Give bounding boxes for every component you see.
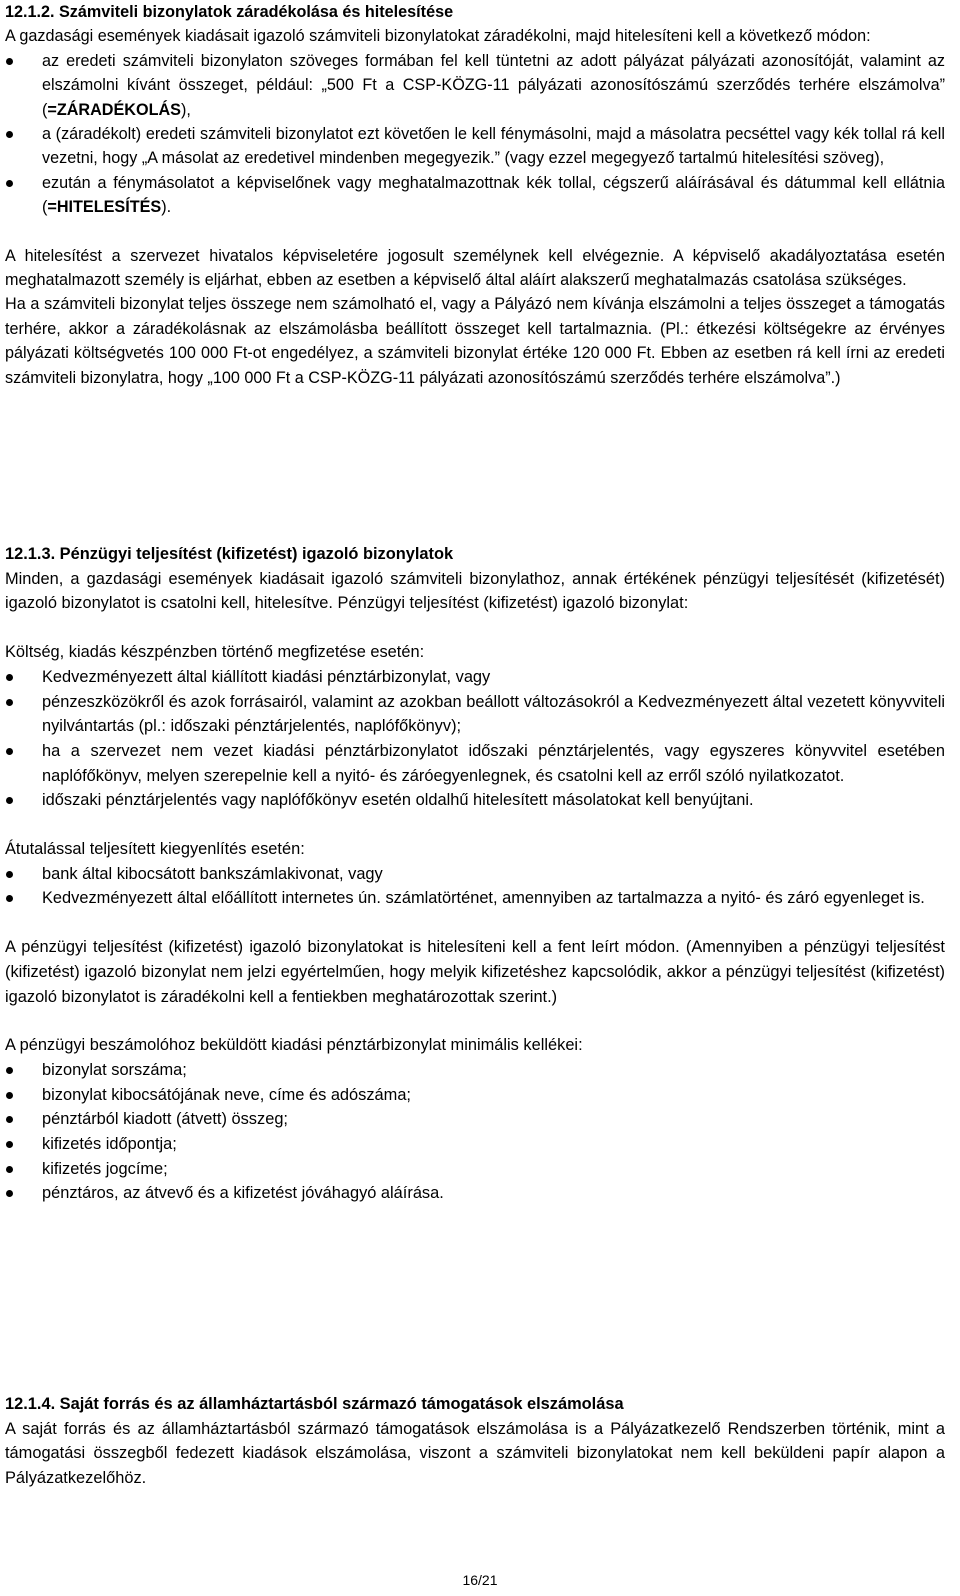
paragraph: A gazdasági események kiadásait igazoló számviteli bizonylatokat záradékolni, majd hitelesíteni kell a következő módon: [5, 27, 871, 46]
bullet-list [5, 665, 945, 813]
bullet-list [5, 49, 945, 220]
list-item: bank által kibocsátott bankszámlakivonat, vagy [5, 862, 945, 887]
bullet-list [5, 1058, 945, 1206]
spacer [5, 813, 945, 837]
subheading: Költség, kiadás készpénzben történő megfizetése esetén: [5, 643, 425, 662]
list-item: bizonylat kibocsátójának neve, címe és adószáma; [5, 1083, 945, 1108]
section-heading: 12.1.4. Saját forrás és az államháztartásból származó támogatások elszámolása [5, 1395, 624, 1413]
list-item: Kedvezményezett által előállított internetes ún. számlatörténet, amennyiben az tartalmazza a nyitó- és záró egyenleget is. [5, 886, 945, 911]
paragraph: A saját forrás és az államháztartásból származó támogatások elszámolása is a Pályázatkezelő Rendszerben történik, mint a támogatási összegből fedezett kiadások elszámolása, viszont a számviteli bizonylatokat nem kell beküldeni papír alapon a Pályázatkezelőhöz. [5, 1419, 945, 1488]
text: az eredeti számviteli bizonylaton szöveges formában fel kell tüntetni az adott pályázat pályázati azonosítóját, valamint az elszámolni kívánt összeget, például: „500 Ft a CSP-KÖZG-11 pályázati azonosítószámú szerződés terhére elszámolva” ( [42, 51, 945, 119]
page-number: 16/21 [462, 1572, 498, 1588]
paragraph: A hitelesítést a szervezet hivatalos képviseletére jogosult személynek kell elvégeznie. A képviselő akadályoztatása esetén meghatalmazott személy is eljárhat, ebben az esetben a képviselő által aláírt alakszerű meghatalmazás csatolása szükséges. [5, 246, 945, 290]
subheading: Átutalással teljesített kiegyenlítés esetén: [5, 840, 305, 859]
list-item: ha a szervezet nem vezet kiadási pénztárbizonylatot időszaki pénztárjelentés, vagy egyszeres könyvvitel esetében naplófőkönyv, melyen szerepelnie kell a nyitó- és záróegyenlegnek, és csatolni kell az erről szóló nyilatkozatot. [5, 739, 945, 788]
subheading: A pénzügyi beszámolóhoz beküldött kiadási pénztárbizonylat minimális kellékei: [5, 1036, 583, 1055]
paragraph: Ha a számviteli bizonylat teljes összege nem számolható el, vagy a Pályázó nem kívánja elszámolni a teljes összeget a támogatás terhére, akkor a záradékolásnak az elszámolásba beállított összeget kell tartalmaznia. (Pl.: étkezési költségekre az érvényes pályázati költségvetés 100 000 Ft-ot engedélyez, a számviteli bizonylat értéke 120 000 Ft. Ebben az esetben rá kell írni az eredeti számviteli bizonylatra, hogy „100 000 Ft a CSP-KÖZG-11 pályázati azonosítószámú szerződés terhére elszámolva”.) [5, 295, 945, 387]
list-item: kifizetés időpontja; [5, 1132, 945, 1157]
list-item: kifizetés jogcíme; [5, 1157, 945, 1182]
bold-term: =HITELESÍTÉS [47, 198, 162, 217]
paragraph: A pénzügyi teljesítést (kifizetést) igazoló bizonylatokat is hitelesíteni kell a fent leírt módon. (Amennyiben a pénzügyi teljesítést (kifizetést) igazoló bizonylat nem jelzi egyértelműen, hogy melyik kifizetéshez kapcsolódik, akkor a pénzügyi teljesítést (kifizetést) igazoló bizonylatot is záradékolni kell a fentiekben meghatározottak szerint.) [5, 938, 945, 1006]
bold-term: =ZÁRADÉKOLÁS [47, 100, 181, 119]
section-heading: 12.1.3. Pénzügyi teljesítést (kifizetést) igazoló bizonylatok [5, 545, 454, 563]
list-item: a (záradékolt) eredeti számviteli bizonylatot ezt követően le kell fénymásolni, majd a másolatra pecséttel vagy kék tollal rá kell vezetni, hogy „A másolat az eredetivel mindenben megegyezik.” (vagy ezzel megegyező tartalmú hitelesítési szöveg), [5, 122, 945, 171]
list-item: pénztárból kiadott (átvett) összeg; [5, 1107, 945, 1132]
paragraph: Minden, a gazdasági események kiadásait igazoló számviteli bizonylathoz, annak értékének pénzügyi teljesítését (kifizetését) igazoló bizonylatot is csatolni kell, hitelesítve. Pénzügyi teljesítést (kifizetést) igazoló bizonylat: [5, 569, 945, 613]
list-item: bizonylat sorszáma; [5, 1058, 945, 1083]
text: ). [161, 198, 172, 217]
section-12-1-3 [5, 542, 945, 1206]
bullet-list [5, 862, 945, 911]
section-12-1-4 [5, 1392, 945, 1491]
text: ezután a fénymásolatot a képviselőnek vagy meghatalmazottnak kék tollal, cégszerű aláírásával és dátummal kell ellátnia ( [42, 173, 945, 217]
list-item: időszaki pénztárjelentés vagy naplófőkönyv esetén oldalhű hitelesített másolatokat kell benyújtani. [5, 788, 945, 813]
list-item: pénztáros, az átvevő és a kifizetést jóváhagyó aláírása. [5, 1181, 945, 1206]
list-item [5, 171, 945, 220]
list-item: pénzeszközökről és azok forrásairól, valamint az azokban beállott változásokról a Kedvezményezett által vezetett könyvviteli nyilvántartás (pl.: időszaki pénztárjelentés, naplófőkönyv); [5, 690, 945, 739]
section-heading: 12.1.2. Számviteli bizonylatok záradékolása és hitelesítése [5, 3, 454, 21]
text: ), [180, 100, 191, 119]
list-item [5, 49, 945, 122]
list-item: Kedvezményezett által kiállított kiadási pénztárbizonylat, vagy [5, 665, 945, 690]
spacer [5, 911, 945, 935]
spacer [5, 220, 945, 244]
spacer [5, 1009, 945, 1033]
spacer [5, 616, 945, 640]
section-12-1-2 [5, 0, 945, 390]
